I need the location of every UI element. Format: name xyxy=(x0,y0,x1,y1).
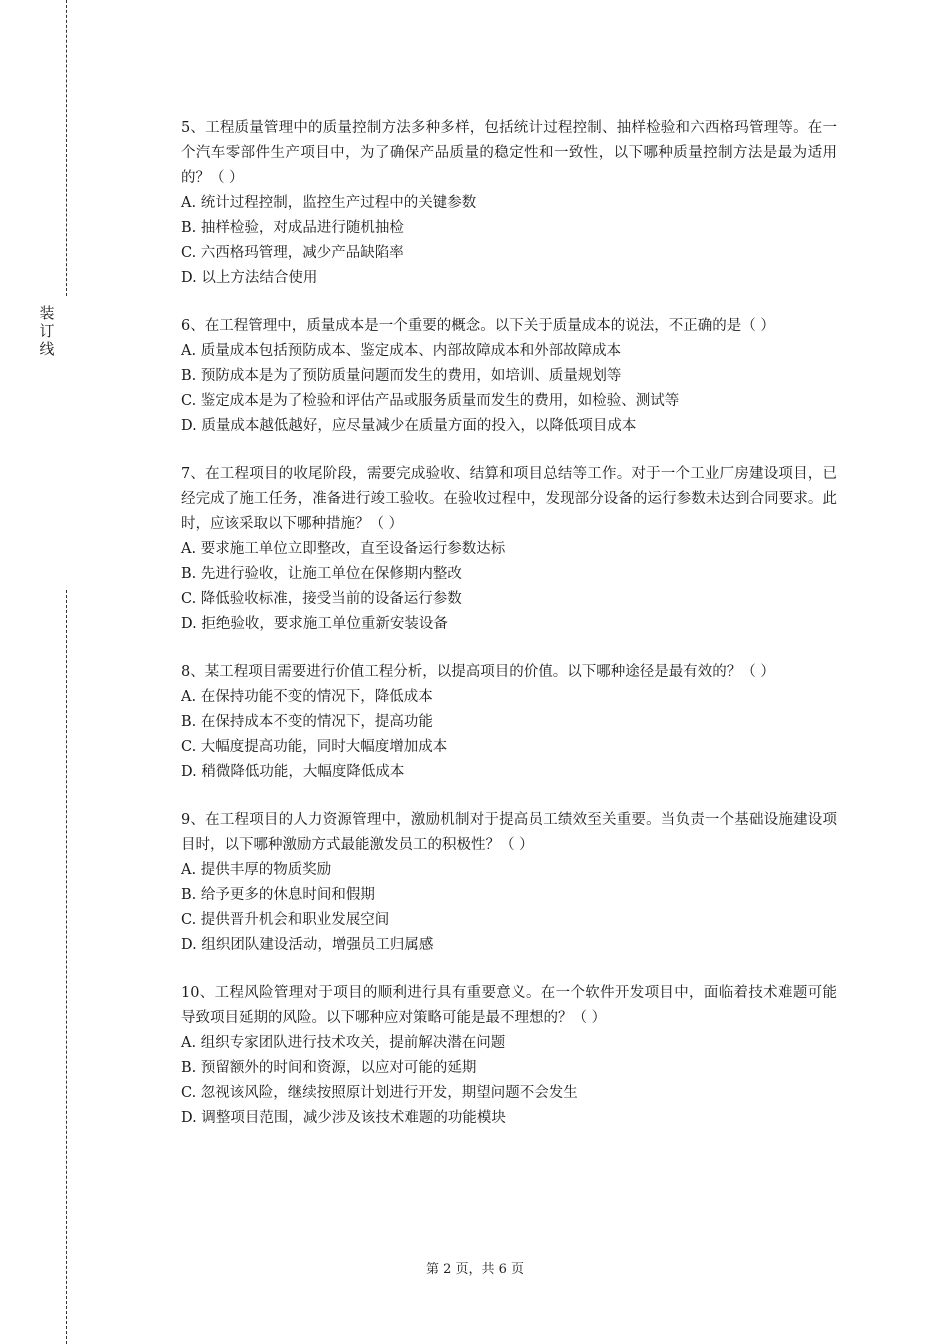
option-b: B. 预留额外的时间和资源，以应对可能的延期 xyxy=(181,1060,477,1076)
question-6 xyxy=(181,314,837,439)
option-d: D. 稍微降低功能，大幅度降低成本 xyxy=(181,764,405,780)
question-9 xyxy=(181,808,837,958)
option-c: C. 大幅度提高功能，同时大幅度增加成本 xyxy=(181,739,448,755)
question-list xyxy=(181,116,837,1154)
option-a: A. 在保持功能不变的情况下，降低成本 xyxy=(181,689,433,705)
option-d: D. 调整项目范围，减少涉及该技术难题的功能模块 xyxy=(181,1110,506,1126)
option-a: A. 提供丰厚的物质奖励 xyxy=(181,862,332,878)
option-b: B. 预防成本是为了预防质量问题而发生的费用，如培训、质量规划等 xyxy=(181,368,622,384)
binding-label: 装订线 xyxy=(39,304,55,358)
option-c: C. 提供晋升机会和职业发展空间 xyxy=(181,912,390,928)
question-stem: 10、工程风险管理对于项目的顺利进行具有重要意义。在一个软件开发项目中，面临着技术难题可能导致项目延期的风险。以下哪种应对策略可能是最不理想的？（ ） xyxy=(181,985,837,1026)
question-8 xyxy=(181,660,837,785)
option-a: A. 组织专家团队进行技术攻关，提前解决潜在问题 xyxy=(181,1035,506,1051)
question-10 xyxy=(181,981,837,1131)
option-a: A. 质量成本包括预防成本、鉴定成本、内部故障成本和外部故障成本 xyxy=(181,343,622,359)
option-d: D. 拒绝验收，要求施工单位重新安装设备 xyxy=(181,616,448,632)
question-stem: 9、在工程项目的人力资源管理中，激励机制对于提高员工绩效至关重要。当负责一个基础设施建设项目时，以下哪种激励方式最能激发员工的积极性？（ ） xyxy=(181,812,837,853)
question-5 xyxy=(181,116,837,291)
option-c: C. 忽视该风险，继续按照原计划进行开发，期望问题不会发生 xyxy=(181,1085,578,1101)
option-b: B. 先进行验收，让施工单位在保修期内整改 xyxy=(181,566,462,582)
option-c: C. 六西格玛管理，减少产品缺陷率 xyxy=(181,245,404,261)
option-b: B. 抽样检验，对成品进行随机抽检 xyxy=(181,220,404,236)
question-stem: 6、在工程管理中，质量成本是一个重要的概念。以下关于质量成本的说法，不正确的是（ ） xyxy=(181,318,775,334)
question-7 xyxy=(181,462,837,637)
question-stem: 8、某工程项目需要进行价值工程分析，以提高项目的价值。以下哪种途径是最有效的？（ ） xyxy=(181,664,775,680)
option-c: C. 降低验收标准，接受当前的设备运行参数 xyxy=(181,591,462,607)
option-a: A. 统计过程控制，监控生产过程中的关键参数 xyxy=(181,195,477,211)
option-c: C. 鉴定成本是为了检验和评估产品或服务质量而发生的费用，如检验、测试等 xyxy=(181,393,680,409)
option-d: D. 组织团队建设活动，增强员工归属感 xyxy=(181,937,434,953)
question-stem: 7、在工程项目的收尾阶段，需要完成验收、结算和项目总结等工作。对于一个工业厂房建设项目，已经完成了施工任务，准备进行竣工验收。在验收过程中，发现部分设备的运行参数未达到合同要求。此时，应该采取以下哪种措施？（ ） xyxy=(181,466,837,532)
binding-line-bottom xyxy=(66,590,67,1344)
option-a: A. 要求施工单位立即整改，直至设备运行参数达标 xyxy=(181,541,506,557)
page-number: 第 2 页，共 6 页 xyxy=(425,1262,525,1277)
binding-line-top xyxy=(66,0,67,296)
option-b: B. 给予更多的休息时间和假期 xyxy=(181,887,375,903)
option-d: D. 质量成本越低越好，应尽量减少在质量方面的投入，以降低项目成本 xyxy=(181,418,637,434)
option-b: B. 在保持成本不变的情况下，提高功能 xyxy=(181,714,433,730)
question-stem: 5、工程质量管理中的质量控制方法多种多样，包括统计过程控制、抽样检验和六西格玛管理等。在一个汽车零部件生产项目中，为了确保产品质量的稳定性和一致性，以下哪种质量控制方法是最为适用的？（ ） xyxy=(181,120,837,186)
option-d: D. 以上方法结合使用 xyxy=(181,270,318,286)
